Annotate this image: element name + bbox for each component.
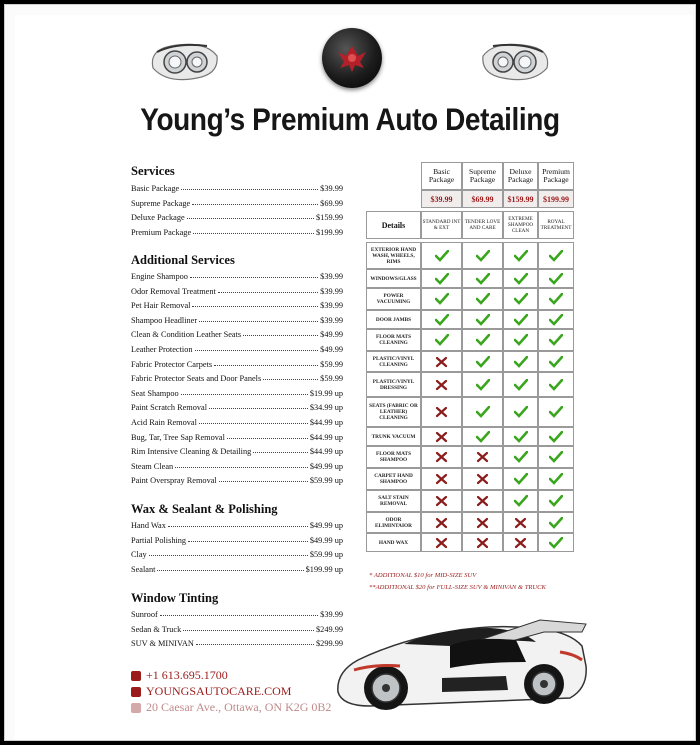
dot-leader: [188, 541, 308, 542]
cross-icon: [435, 451, 449, 463]
item-price: $69.99: [320, 198, 343, 208]
item-price: $39.99: [320, 610, 343, 619]
included-cell: [462, 288, 503, 310]
dot-leader: [157, 570, 303, 571]
services-heading: Services: [131, 164, 175, 178]
brand-logo: [322, 28, 382, 88]
item-price: $44.99 up: [309, 447, 343, 457]
included-cell: [462, 310, 503, 329]
service-name: TRUNK VACUUM: [366, 427, 421, 446]
service-name: ODOR ELIMINTAIOR: [366, 512, 421, 533]
additional-item: [131, 442, 343, 456]
additional-item: [131, 471, 343, 485]
dot-leader: [219, 481, 308, 482]
item-price: $49.99: [320, 330, 343, 340]
checkmark-icon: [435, 334, 449, 346]
included-cell: [503, 512, 538, 533]
checkmark-icon: [435, 293, 449, 305]
services-item: [131, 208, 343, 222]
details-header: Details: [366, 211, 421, 239]
dot-leader: [192, 204, 318, 205]
item-label: Sealant: [131, 564, 156, 574]
checkmark-icon: [549, 431, 563, 443]
included-cell: [421, 512, 462, 533]
wax-item: [131, 545, 343, 559]
checkmark-icon: [514, 250, 528, 262]
checkmark-icon: [514, 356, 528, 368]
contact-website[interactable]: [131, 684, 291, 699]
checkmark-icon: [549, 517, 563, 529]
cross-icon: [476, 517, 490, 529]
included-cell: [421, 269, 462, 288]
dot-leader: [183, 630, 314, 631]
eagle-emblem-icon: [322, 28, 382, 88]
item-price: $49.99: [320, 345, 343, 354]
checkmark-icon: [514, 293, 528, 305]
item-label: Leather Protection: [131, 345, 193, 354]
dot-leader: [160, 615, 318, 616]
checkmark-icon: [476, 379, 490, 391]
additional-item: [131, 384, 343, 398]
contact-address: [131, 700, 331, 715]
included-cell: [421, 397, 462, 427]
cross-icon: [476, 451, 490, 463]
checkmark-icon: [549, 473, 563, 485]
included-cell: [538, 351, 574, 372]
service-name: DOOR JAMBS: [366, 310, 421, 329]
item-label: Clay: [131, 550, 147, 559]
services-item: [131, 194, 343, 208]
note-mid-size: * ADDITIONAL $10 for MID-SIZE SUV: [369, 572, 477, 579]
service-name: CARPET HAND SHAMPOO: [366, 468, 421, 490]
checkmark-icon: [514, 495, 528, 507]
package-price: $39.99: [421, 190, 462, 208]
included-cell: [421, 288, 462, 310]
package-name: Basic Package: [421, 162, 462, 190]
included-cell: [421, 490, 462, 512]
dot-leader: [214, 365, 318, 366]
wax-heading: Wax & Sealant & Polishing: [131, 502, 278, 516]
cross-icon: [435, 495, 449, 507]
package-name: Supreme Package: [462, 162, 503, 190]
checkmark-icon: [476, 334, 490, 346]
item-price: $39.99: [320, 184, 343, 193]
item-price: $19.99 up: [309, 388, 343, 398]
item-price: $249.99: [316, 624, 343, 634]
service-name: PLASTIC/VINYL CLEANING: [366, 351, 421, 372]
included-cell: [503, 372, 538, 397]
included-cell: [462, 468, 503, 490]
additional-item: [131, 282, 343, 296]
dot-leader: [243, 335, 318, 336]
additional-item: [131, 340, 343, 354]
included-cell: [421, 427, 462, 446]
included-cell: [538, 288, 574, 310]
phone-number: +1 613.695.1700: [146, 668, 228, 682]
checkmark-icon: [549, 314, 563, 326]
checkmark-icon: [549, 495, 563, 507]
service-name: SALT STAIN REMOVAL: [366, 490, 421, 512]
included-cell: [503, 427, 538, 446]
checkmark-icon: [476, 431, 490, 443]
dot-leader: [209, 408, 308, 409]
included-cell: [538, 397, 574, 427]
dot-leader: [175, 467, 308, 468]
included-cell: [462, 351, 503, 372]
dot-leader: [192, 306, 318, 307]
service-name: PLASTIC/VINYL DRESSING: [366, 372, 421, 397]
checkmark-icon: [514, 379, 528, 391]
dot-leader: [168, 526, 308, 527]
item-label: Odor Removal Treatment: [131, 286, 216, 296]
checkmark-icon: [514, 451, 528, 463]
website-url: YOUNGSAUTOCARE.COM: [146, 684, 292, 698]
included-cell: [462, 329, 503, 351]
included-cell: [421, 242, 462, 269]
dot-leader: [196, 644, 314, 645]
checkmark-icon: [514, 406, 528, 418]
item-price: $59.99 up: [309, 550, 343, 559]
item-price: $59.99 up: [309, 476, 343, 486]
checkmark-icon: [476, 293, 490, 305]
item-label: Clean & Condition Leather Seats: [131, 330, 242, 340]
included-cell: [503, 242, 538, 269]
item-label: Rim Intensive Cleaning & Detailing: [131, 447, 252, 457]
included-cell: [462, 512, 503, 533]
included-cell: [421, 329, 462, 351]
item-label: Paint Scratch Removal: [131, 403, 208, 413]
item-price: $39.99: [320, 315, 343, 325]
included-cell: [538, 269, 574, 288]
headlight-left-icon: [147, 38, 221, 84]
package-description: ROYAL TREATMENT: [538, 211, 574, 239]
services-item: [131, 179, 343, 193]
item-label: Paint Overspray Removal: [131, 476, 217, 486]
checkmark-icon: [549, 356, 563, 368]
wax-item: [131, 560, 343, 574]
dot-leader: [253, 452, 308, 453]
dot-leader: [149, 555, 308, 556]
checkmark-icon: [476, 406, 490, 418]
included-cell: [503, 269, 538, 288]
dot-leader: [193, 233, 314, 234]
additional-item: [131, 428, 343, 442]
included-cell: [462, 242, 503, 269]
included-cell: [503, 533, 538, 552]
item-label: Shampoo Headliner: [131, 315, 198, 325]
cross-icon: [514, 517, 528, 529]
checkmark-icon: [549, 537, 563, 549]
checkmark-icon: [549, 334, 563, 346]
cross-icon: [435, 537, 449, 549]
additional-item: [131, 457, 343, 471]
dot-leader: [263, 379, 318, 380]
service-name: FLOOR MATS SHAMPOO: [366, 446, 421, 468]
cross-icon: [435, 406, 449, 418]
item-price: $44.99 up: [309, 418, 343, 427]
item-label: Supreme Package: [131, 198, 191, 208]
included-cell: [462, 490, 503, 512]
item-label: SUV & MINIVAN: [131, 639, 194, 649]
headlight-right-icon: [479, 38, 553, 84]
item-price: $59.99: [320, 374, 343, 384]
dot-leader: [199, 423, 308, 424]
item-label: Partial Polishing: [131, 535, 187, 545]
checkmark-icon: [514, 431, 528, 443]
dot-leader: [227, 438, 308, 439]
dot-leader: [199, 321, 318, 322]
included-cell: [503, 351, 538, 372]
dot-leader: [218, 292, 318, 293]
service-name: EXTERIOR HAND WASH, WHEELS, RIMS: [366, 242, 421, 269]
included-cell: [538, 468, 574, 490]
tinting-item: [131, 605, 343, 619]
item-price: $159.99: [316, 213, 343, 222]
included-cell: [421, 351, 462, 372]
note-full-size: **ADDITIONAL $20 for FULL-SIZE SUV & MINIVAN & TRUCK: [369, 584, 546, 591]
item-label: Steam Clean: [131, 461, 174, 471]
checkmark-icon: [549, 293, 563, 305]
included-cell: [538, 446, 574, 468]
item-price: $199.99 up: [305, 564, 343, 574]
item-label: Engine Shampoo: [131, 272, 188, 281]
dot-leader: [195, 350, 319, 351]
contact-phone[interactable]: [131, 668, 228, 683]
cross-icon: [435, 473, 449, 485]
location-icon: [131, 703, 141, 713]
service-name: HAND WAX: [366, 533, 421, 552]
included-cell: [503, 490, 538, 512]
included-cell: [462, 269, 503, 288]
included-cell: [503, 288, 538, 310]
cross-icon: [435, 379, 449, 391]
included-cell: [538, 512, 574, 533]
included-cell: [421, 446, 462, 468]
package-name: Deluxe Package: [503, 162, 538, 190]
package-name: Premium Package: [538, 162, 574, 190]
item-price: $39.99: [320, 301, 343, 311]
cross-icon: [514, 537, 528, 549]
checkmark-icon: [476, 314, 490, 326]
wax-item: [131, 516, 343, 530]
item-price: $44.99 up: [309, 432, 343, 442]
included-cell: [503, 310, 538, 329]
item-price: $49.99 up: [309, 461, 343, 471]
service-name: FLOOR MATS CLEANING: [366, 329, 421, 351]
item-label: Seat Shampoo: [131, 388, 179, 398]
checkmark-icon: [514, 473, 528, 485]
service-name: WINDOWS/GLASS: [366, 269, 421, 288]
additional-item: [131, 267, 343, 281]
cross-icon: [476, 495, 490, 507]
cross-icon: [435, 431, 449, 443]
globe-icon: [131, 687, 141, 697]
checkmark-icon: [549, 250, 563, 262]
package-description: STANDARD INT & EXT: [421, 211, 462, 239]
checkmark-icon: [435, 250, 449, 262]
checkmark-icon: [514, 314, 528, 326]
tinting-item: [131, 634, 343, 648]
cross-icon: [476, 537, 490, 549]
included-cell: [462, 372, 503, 397]
package-description: EXTREME SHAMPOO CLEAN: [503, 211, 538, 239]
checkmark-icon: [476, 356, 490, 368]
additional-item: [131, 311, 343, 325]
additional-services-heading: Additional Services: [131, 253, 235, 267]
item-price: $34.99 up: [309, 403, 343, 413]
included-cell: [421, 533, 462, 552]
checkmark-icon: [549, 451, 563, 463]
service-name: POWER VACUUMING: [366, 288, 421, 310]
included-cell: [462, 397, 503, 427]
checkmark-icon: [514, 273, 528, 285]
cross-icon: [435, 517, 449, 529]
item-label: Bug, Tar, Tree Sap Removal: [131, 432, 225, 442]
checkmark-icon: [476, 250, 490, 262]
dot-leader: [181, 394, 308, 395]
additional-item: [131, 325, 343, 339]
package-description: TENDER LOVE AND CARE: [462, 211, 503, 239]
dot-leader: [190, 277, 318, 278]
included-cell: [421, 310, 462, 329]
checkmark-icon: [435, 273, 449, 285]
package-price: $159.99: [503, 190, 538, 208]
included-cell: [538, 242, 574, 269]
additional-item: [131, 413, 343, 427]
included-cell: [538, 490, 574, 512]
item-label: Deluxe Package: [131, 213, 185, 222]
dot-leader: [181, 189, 318, 190]
cross-icon: [476, 473, 490, 485]
services-item: [131, 223, 343, 237]
page-title: Young’s Premium Auto Detailing: [140, 102, 560, 137]
item-label: Pet Hair Removal: [131, 301, 191, 311]
checkmark-icon: [476, 273, 490, 285]
sports-car-image: [330, 606, 592, 716]
included-cell: [538, 372, 574, 397]
item-label: Fabric Protector Carpets: [131, 359, 213, 369]
dot-leader: [187, 218, 314, 219]
tinting-item: [131, 620, 343, 634]
cross-icon: [435, 356, 449, 368]
package-price: $199.99: [538, 190, 574, 208]
item-label: Acid Rain Removal: [131, 418, 197, 427]
additional-item: [131, 398, 343, 412]
item-label: Sunroof: [131, 610, 158, 619]
item-price: $39.99: [320, 286, 343, 296]
item-label: Fabric Protector Seats and Door Panels: [131, 374, 262, 384]
checkmark-icon: [435, 314, 449, 326]
item-price: $39.99: [320, 272, 343, 281]
item-label: Basic Package: [131, 184, 180, 193]
included-cell: [538, 427, 574, 446]
included-cell: [462, 427, 503, 446]
item-label: Premium Package: [131, 227, 192, 237]
wax-item: [131, 531, 343, 545]
window-tinting-heading: Window Tinting: [131, 591, 219, 605]
additional-item: [131, 369, 343, 383]
checkmark-icon: [514, 334, 528, 346]
item-label: Sedan & Truck: [131, 624, 182, 634]
item-price: $49.99 up: [309, 535, 343, 545]
checkmark-icon: [549, 406, 563, 418]
additional-item: [131, 296, 343, 310]
included-cell: [503, 468, 538, 490]
included-cell: [538, 533, 574, 552]
street-address: 20 Caesar Ave., Ottawa, ON K2G 0B2: [146, 700, 332, 714]
checkmark-icon: [549, 273, 563, 285]
phone-icon: [131, 671, 141, 681]
item-price: $199.99: [316, 227, 343, 237]
included-cell: [421, 372, 462, 397]
item-price: $49.99 up: [309, 521, 343, 530]
item-label: Hand Wax: [131, 521, 166, 530]
included-cell: [462, 533, 503, 552]
service-name: SEATS (FABRIC OR LEATHER) CLEANING: [366, 397, 421, 427]
package-price: $69.99: [462, 190, 503, 208]
included-cell: [462, 446, 503, 468]
included-cell: [503, 329, 538, 351]
included-cell: [503, 397, 538, 427]
included-cell: [503, 446, 538, 468]
item-price: $59.99: [320, 359, 343, 369]
included-cell: [538, 310, 574, 329]
included-cell: [538, 329, 574, 351]
item-price: $299.99: [316, 639, 343, 649]
additional-item: [131, 355, 343, 369]
checkmark-icon: [549, 379, 563, 391]
included-cell: [421, 468, 462, 490]
